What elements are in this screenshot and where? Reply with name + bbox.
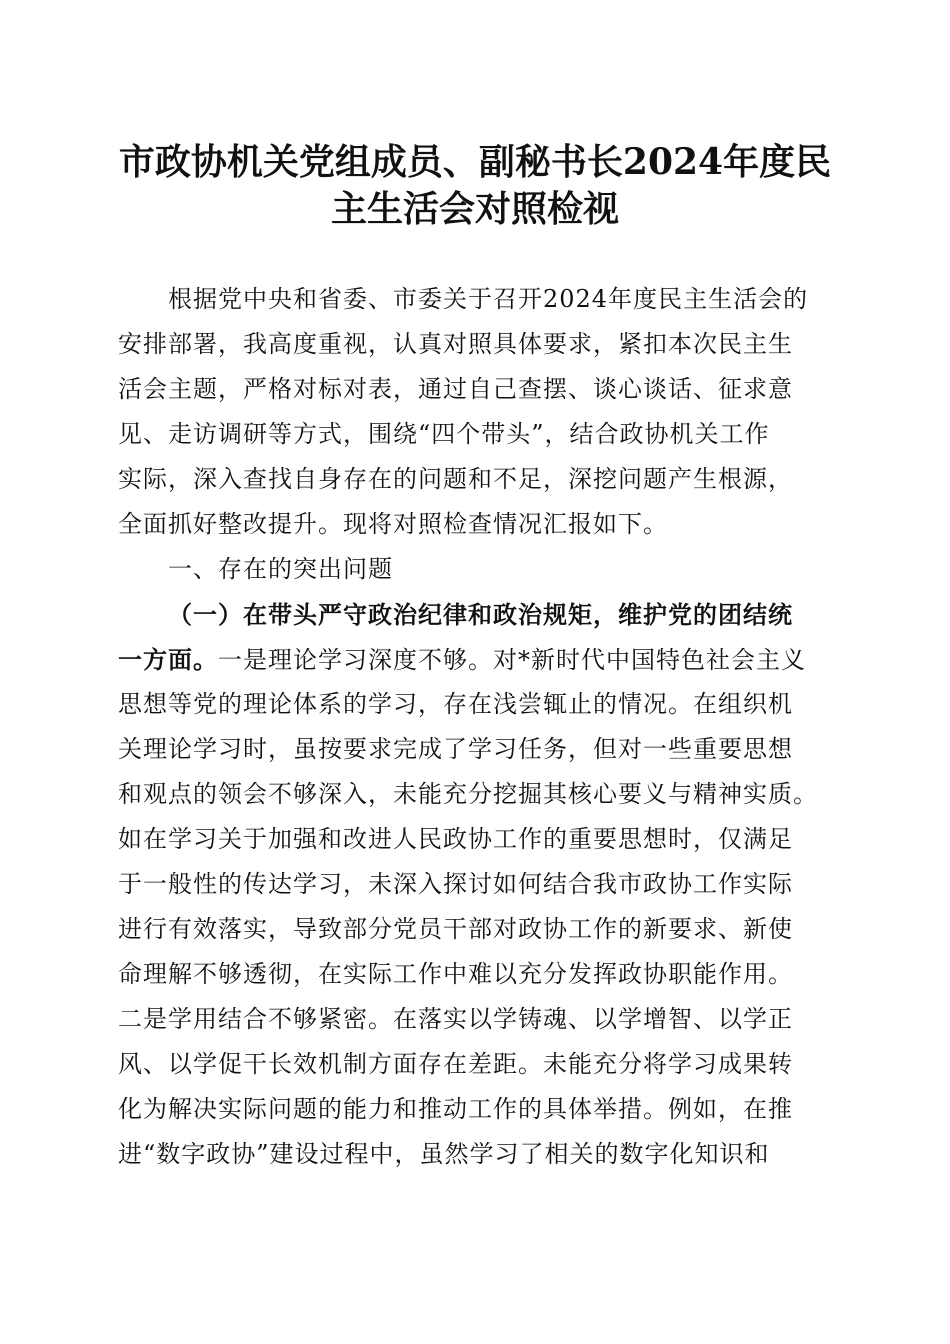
intro-line: 安排部署，我高度重视，认真对照具体要求，紧扣本次民主生 xyxy=(118,330,793,358)
body-line: 于一般性的传达学习，未深入探讨如何结合我市政协工作实际 xyxy=(118,870,793,898)
body-line: 化为解决实际问题的能力和推动工作的具体举措。例如，在推 xyxy=(118,1095,793,1123)
subsection-heading-line-1: （一）在带头严守政治纪律和政治规矩，维护党的团结统 xyxy=(168,600,793,629)
body-line: 和观点的领会不够深入，未能充分挖掘其核心要义与精神实质。 xyxy=(118,780,818,808)
intro-line: 全面抓好整改提升。现将对照检查情况汇报如下。 xyxy=(118,510,668,538)
body-line: 命理解不够透彻，在实际工作中难以充分发挥政协职能作用。 xyxy=(118,960,793,988)
document-title-line-2: 主生活会对照检视 xyxy=(330,188,619,230)
body-line: 如在学习关于加强和改进人民政协工作的重要思想时，仅满足 xyxy=(118,825,793,853)
intro-line: 见、走访调研等方式，围绕“四个带头”，结合政协机关工作 xyxy=(118,420,770,448)
body-line: 二是学用结合不够紧密。在落实以学铸魂、以学增智、以学正 xyxy=(118,1005,793,1033)
body-line: 进行有效落实，导致部分党员干部对政协工作的新要求、新使 xyxy=(118,915,793,943)
intro-line: 根据党中央和省委、市委关于召开2024年度民主生活会的 xyxy=(168,285,809,313)
section-heading: 一、存在的突出问题 xyxy=(168,555,393,583)
document-title-line-1: 市政协机关党组成员、副秘书长2024年度民 xyxy=(118,141,832,183)
intro-line: 活会主题，严格对标对表，通过自己查摆、谈心谈话、征求意 xyxy=(118,375,793,403)
body-line xyxy=(118,637,830,682)
body-text: 一是理论学习深度不够。对*新时代中国特色社会主义 xyxy=(218,646,806,674)
subsection-heading-line-2: 一方面。 xyxy=(118,645,218,674)
body-line: 进“数字政协”建设过程中，虽然学习了相关的数字化知识和 xyxy=(118,1140,770,1168)
body-line: 关理论学习时，虽按要求完成了学习任务，但对一些重要思想 xyxy=(118,735,793,763)
body-line: 风、以学促干长效机制方面存在差距。未能充分将学习成果转 xyxy=(118,1050,793,1078)
intro-line: 实际，深入查找自身存在的问题和不足，深挖问题产生根源， xyxy=(118,465,793,493)
document-body xyxy=(118,277,830,1177)
body-line: 思想等党的理论体系的学习，存在浅尝辄止的情况。在组织机 xyxy=(118,690,793,718)
